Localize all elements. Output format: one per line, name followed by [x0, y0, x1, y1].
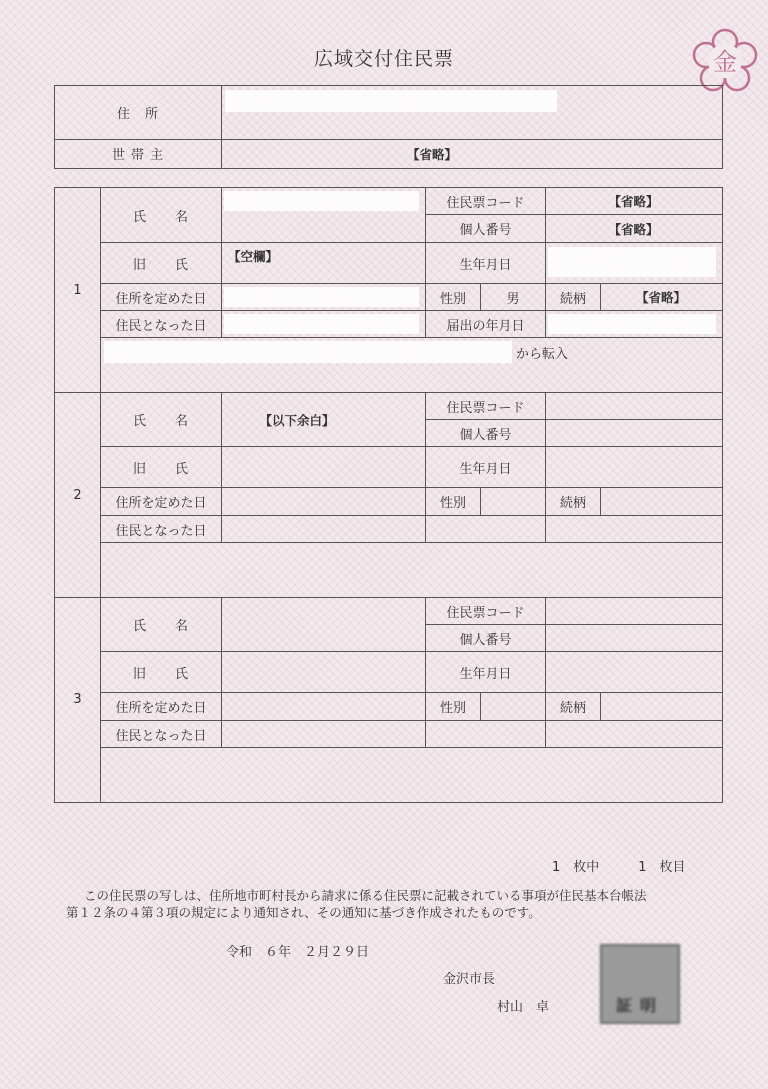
- person-1-personal-number-label: 個人番号: [459, 223, 512, 238]
- person-1-relation-label: 続柄: [559, 291, 586, 307]
- person-1-resident-date-redacted: [224, 314, 419, 334]
- document-title: 広域交付住民票: [313, 48, 454, 70]
- page-count: 1 枚中 1 枚目: [552, 860, 686, 875]
- person-3-sex-label: 性別: [439, 701, 466, 716]
- person-3-birth-label: 生年月日: [459, 666, 512, 682]
- person-3-resident-date-label: 住民となった日: [115, 728, 207, 744]
- person-1-notice-date-redacted: [548, 314, 716, 334]
- person-1-code-label: 住民票コード: [446, 195, 525, 211]
- person-1-old-name-label: 旧 氏: [132, 257, 189, 273]
- person-2-address-date-label: 住所を定めた日: [115, 496, 207, 511]
- person-1-personal-number-value: 【省略】: [608, 221, 659, 237]
- person-2-resident-date-label: 住民となった日: [115, 523, 207, 539]
- person-2-birth-label: 生年月日: [459, 461, 512, 477]
- address-value-redacted: [225, 90, 557, 112]
- certification-statement-line1: この住民票の写しは、住所地市町村長から請求に係る住民票に記載されている事項が住民基本台帳法: [84, 888, 647, 903]
- address-label: 住 所: [116, 107, 159, 122]
- person-2-name-label: 氏 名: [132, 414, 189, 429]
- person-2-code-label: 住民票コード: [446, 400, 525, 416]
- official-stamp: [600, 944, 680, 1024]
- householder-value: 【省略】: [406, 146, 457, 162]
- person-2-number: 2: [73, 487, 82, 503]
- person-2-personal-number-label: 個人番号: [459, 427, 512, 443]
- person-1-notice-date-label: 届出の年月日: [446, 318, 525, 334]
- person-1-birth-label: 生年月日: [459, 257, 512, 273]
- person-2-old-name-label: 旧 氏: [132, 461, 189, 477]
- issue-date: 令和 ６年 ２月２９日: [226, 945, 370, 960]
- issuer-title: 金沢市長: [443, 972, 496, 987]
- person-1-number: 1: [73, 282, 82, 298]
- person-3-number: 3: [73, 692, 82, 707]
- person-1-prev-address-redacted: [104, 341, 512, 363]
- person-1-resident-date-label: 住民となった日: [115, 318, 207, 334]
- person-1-sex-label: 性別: [439, 291, 466, 307]
- stamp-text: 証明: [615, 996, 664, 1015]
- person-3-relation-label: 続柄: [559, 701, 586, 716]
- person-2-relation-label: 続柄: [559, 496, 586, 511]
- person-3-personal-number-label: 個人番号: [459, 632, 512, 648]
- person-1-name-label: 氏 名: [132, 209, 189, 225]
- certification-statement-line2: 第１２条の４第３項の規定により通知され、その通知に基づき作成されたものです。: [66, 905, 541, 920]
- person-1-address-date-label: 住所を定めた日: [115, 291, 207, 307]
- person-3-code-label: 住民票コード: [446, 605, 525, 621]
- person-1-remarks: から転入: [516, 346, 569, 362]
- person-1-sex-value: 男: [506, 291, 520, 307]
- person-3-name-label: 氏 名: [132, 619, 189, 634]
- person-2-name-value: 【以下余白】: [259, 412, 335, 428]
- mayor-name: 村山 卓: [497, 1000, 550, 1015]
- person-1-name-redacted: [224, 191, 419, 211]
- person-1-birth-redacted: [548, 247, 716, 277]
- person-3-address-date-label: 住所を定めた日: [115, 701, 207, 716]
- person-1-old-name-value: 【空欄】: [228, 249, 279, 264]
- householder-label: 世 帯 主: [111, 148, 165, 163]
- person-3-old-name-label: 旧 氏: [132, 666, 189, 682]
- city-emblem-glyph: 金: [713, 48, 737, 76]
- person-2-sex-label: 性別: [439, 496, 466, 511]
- person-1-address-date-redacted: [224, 287, 419, 307]
- person-1-code-value: 【省略】: [608, 194, 659, 209]
- person-1-relation-value: 【省略】: [635, 290, 686, 305]
